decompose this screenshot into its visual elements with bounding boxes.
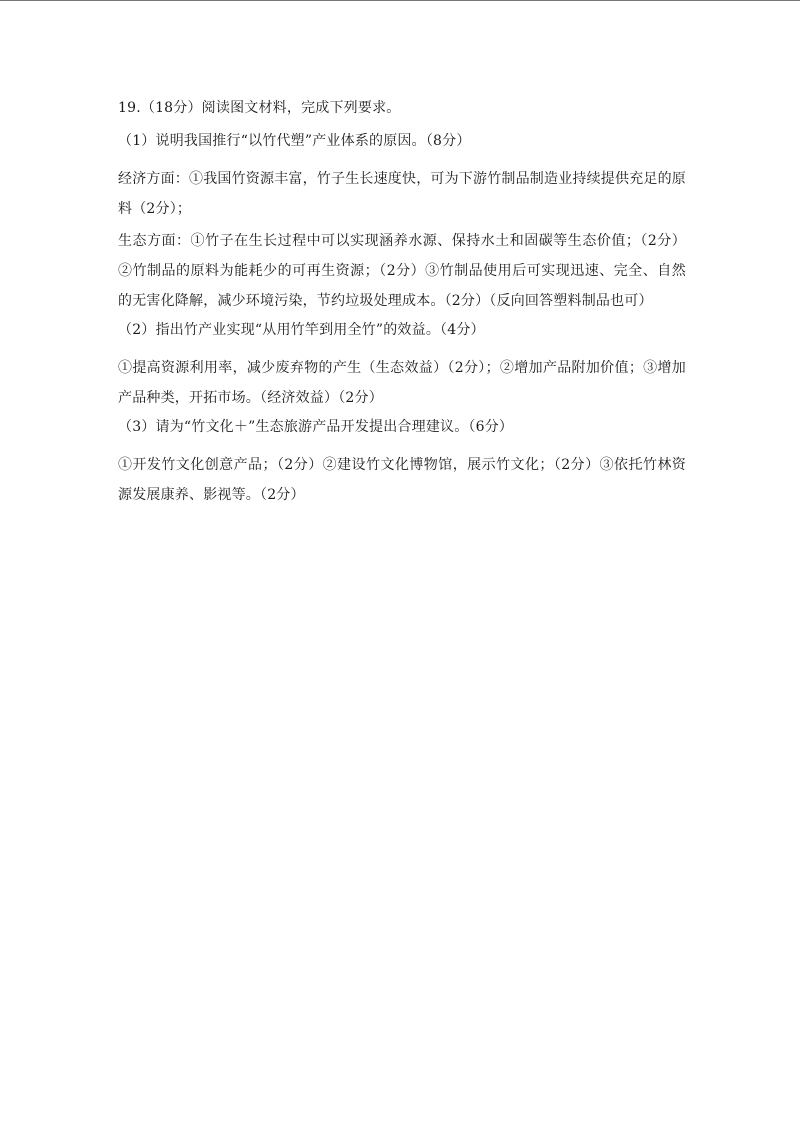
part-2-answer: ①提高资源利用率，减少废弃物的产生（生态效益）（2分）；②增加产品附加价值；③增加产品种类，开拓市场。（经济效益）（2分）	[118, 360, 686, 406]
part-3-answer: ①开发竹文化创意产品；（2分）②建设竹文化博物馆，展示竹文化；（2分）③依托竹林资源发展康养、影视等。（2分）	[118, 457, 686, 503]
part-3-prompt: （3）请为“竹文化＋”生态旅游产品开发提出合理建议。（6分）	[118, 419, 514, 435]
part-1-ecological-answer: 生态方面：①竹子在生长过程中可以实现涵养水源、保持水土和固碳等生态价值；（2分）②竹制品的原料为能耗少的可再生资源；（2分）③竹制品使用后可实现迅速、完全、自然的无害化降解，减少环境污染，节约垃圾处理成本。（2分）（反向回答塑料制品也可）	[118, 233, 686, 309]
answer-sheet	[118, 98, 686, 512]
question-header: 19.（18分）阅读图文材料，完成下列要求。	[118, 100, 401, 116]
part-1-economic-answer: 经济方面：①我国竹资源丰富，竹子生长速度快，可为下游竹制品制造业持续提供充足的原料（2分）；	[118, 171, 686, 217]
part-1-prompt: （1）说明我国推行“以竹代塑”产业体系的原因。（8分）	[118, 133, 471, 149]
part-2-prompt: （2）指出竹产业实现“从用竹竿到用全竹”的效益。（4分）	[118, 322, 485, 338]
page-top-border	[0, 0, 800, 1]
